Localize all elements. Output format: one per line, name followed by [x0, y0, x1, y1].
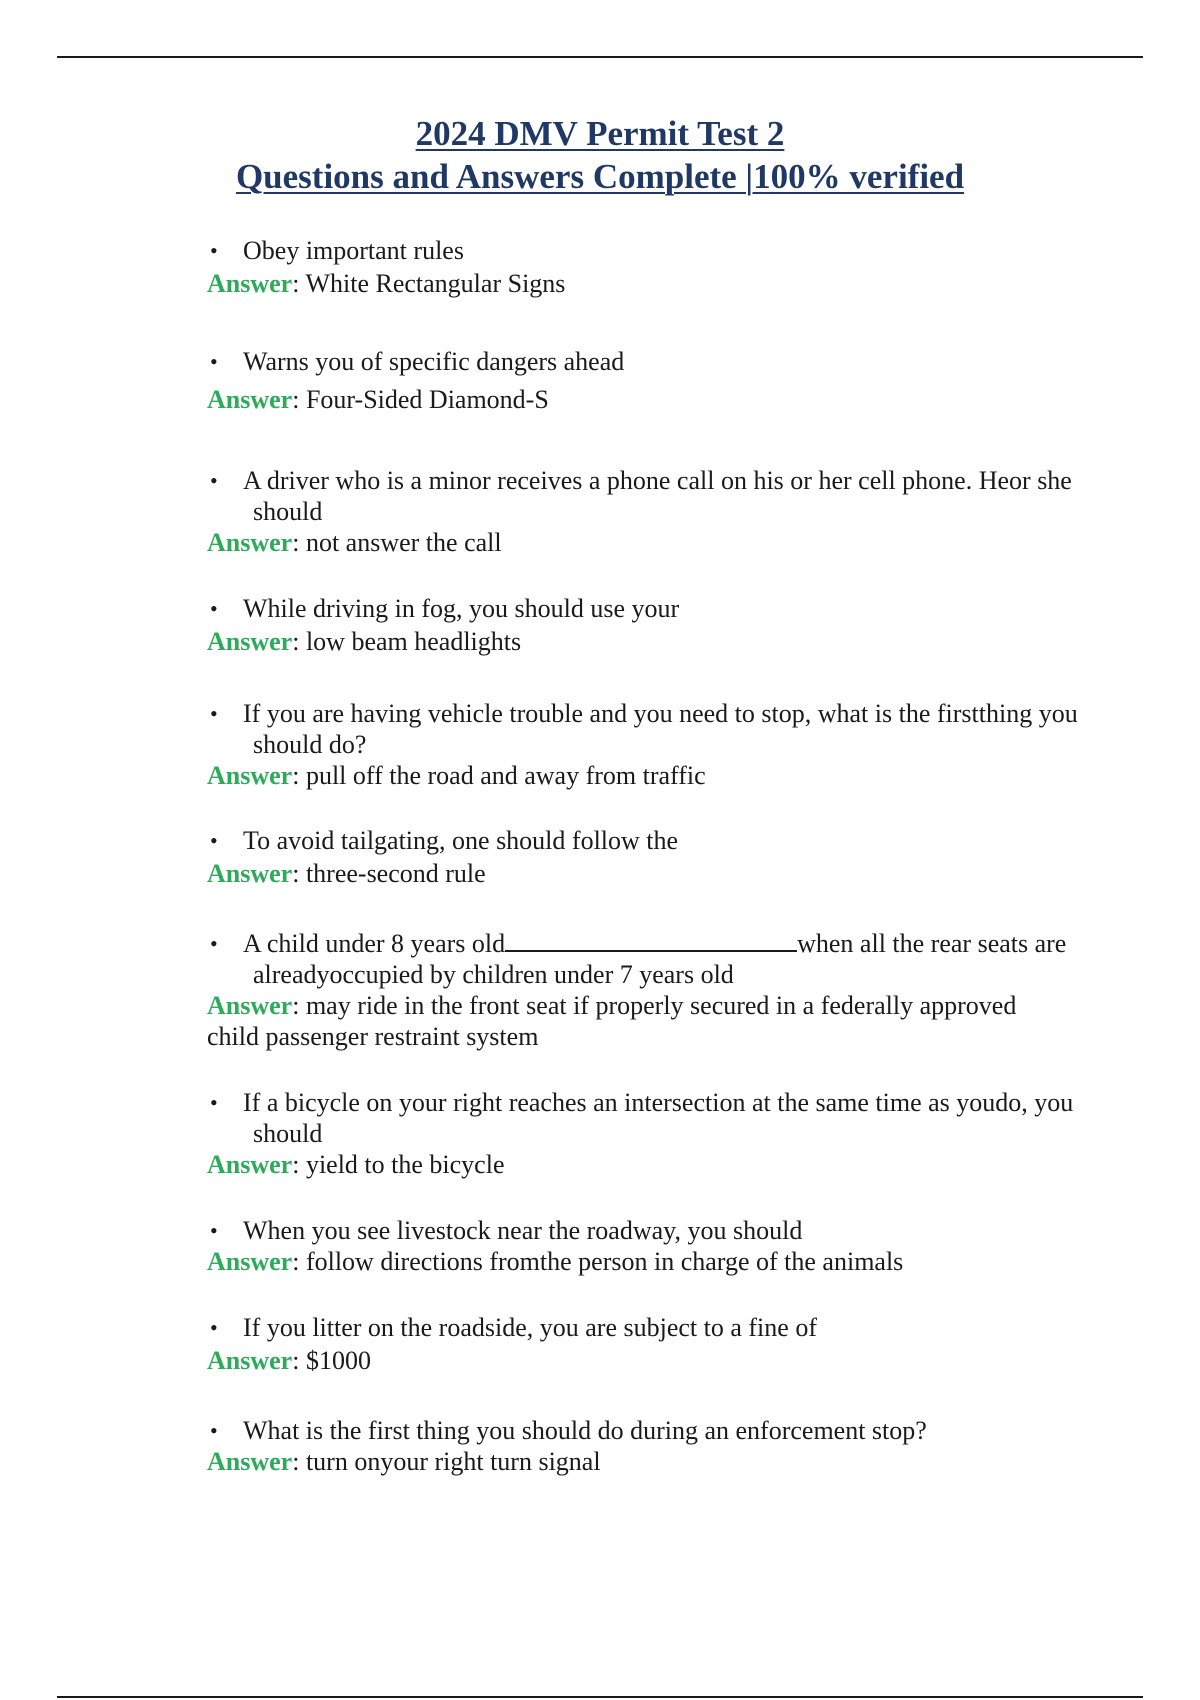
answer-label: Answer [207, 991, 293, 1020]
question-text: What is the first thing you should do during an enforcement stop? [243, 1416, 927, 1445]
bullet-icon: • [210, 1218, 218, 1243]
answer-text: : turn onyour right turn signal [292, 1447, 601, 1476]
bullet-icon: • [210, 1418, 218, 1443]
answer [207, 1446, 1137, 1477]
answer-text: : yield to the bicycle [292, 1150, 505, 1179]
qa-item [207, 928, 1137, 1052]
question-text [243, 928, 1137, 959]
bullet-icon: • [210, 931, 218, 956]
question-text: A driver who is a minor receives a phone call on his or her cell phone. Heor she [243, 466, 1072, 495]
question-text: If you litter on the roadside, you are subject to a fine of [243, 1313, 817, 1342]
answer-text: : follow directions fromthe person in charge of the animals [292, 1247, 904, 1276]
question-text-part: when all the rear seats are [797, 929, 1067, 958]
answer-text-cont: child passenger restraint system [207, 1022, 539, 1051]
question [207, 698, 1137, 760]
answer [207, 1149, 1137, 1180]
answer-label: Answer [207, 627, 293, 656]
answer-text: : pull off the road and away from traffic [292, 761, 706, 790]
bullet-icon: • [210, 238, 218, 263]
question [207, 235, 1137, 266]
answer [207, 268, 1137, 299]
answer [207, 527, 1137, 558]
answer-label: Answer [207, 1247, 293, 1276]
qa-item [207, 346, 1137, 415]
question-text: When you see livestock near the roadway, you should [243, 1216, 803, 1245]
question [207, 1087, 1137, 1149]
question-text-part: A child under 8 years old [243, 929, 506, 958]
title-line-1: 2024 DMV Permit Test 2 [415, 114, 785, 153]
question-text-cont: should [253, 497, 323, 526]
answer-label: Answer [207, 269, 293, 298]
answer-text: : low beam headlights [292, 627, 522, 656]
bullet-icon: • [210, 828, 218, 853]
bottom-rule [57, 1696, 1143, 1698]
question-text: If a bicycle on your right reaches an intersection at the same time as youdo, you [243, 1088, 1074, 1117]
answer-text: : $1000 [292, 1346, 371, 1375]
answer [207, 1246, 1137, 1277]
question-text-cont: alreadyoccupied by children under 7 years old [253, 960, 734, 989]
qa-item [207, 825, 1137, 889]
answer-text: : may ride in the front seat if properly secured in a federally approved [292, 991, 1017, 1020]
question-text: Obey important rules [243, 236, 464, 265]
answer [207, 760, 1137, 791]
answer [207, 626, 1137, 657]
answer-text: : White Rectangular Signs [292, 269, 566, 298]
answer-label: Answer [207, 1346, 293, 1375]
qa-item [207, 1312, 1137, 1376]
question [207, 1215, 1137, 1246]
question-text-cont: should do? [253, 730, 367, 759]
question [207, 465, 1137, 527]
question-text-cont: should [253, 1119, 323, 1148]
qa-item [207, 1087, 1137, 1180]
answer [207, 1345, 1137, 1376]
question-text: If you are having vehicle trouble and you need to stop, what is the firstthing you [243, 699, 1078, 728]
answer-text: : not answer the call [292, 528, 502, 557]
qa-item [207, 235, 1137, 299]
answer-label: Answer [207, 385, 293, 414]
bullet-icon: • [210, 596, 218, 621]
qa-item [207, 465, 1137, 558]
answer-text: : three-second rule [292, 859, 486, 888]
question [207, 928, 1137, 990]
answer-text: : Four-Sided Diamond-S [292, 385, 549, 414]
qa-item [207, 698, 1137, 791]
answer-label: Answer [207, 1447, 293, 1476]
bullet-icon: • [210, 701, 218, 726]
question [207, 346, 1137, 377]
answer [207, 990, 1137, 1052]
title-line-2: Questions and Answers Complete |100% verified [235, 157, 965, 196]
bullet-icon: • [210, 468, 218, 493]
question-text: While driving in fog, you should use your [243, 594, 680, 623]
qa-item [207, 1215, 1137, 1277]
answer-label: Answer [207, 761, 293, 790]
qa-item [207, 1415, 1137, 1477]
answer [207, 384, 1137, 415]
answer-label: Answer [207, 859, 293, 888]
bullet-icon: • [210, 1090, 218, 1115]
fill-in-blank [505, 930, 797, 952]
bullet-icon: • [210, 1315, 218, 1340]
question [207, 593, 1137, 624]
answer [207, 858, 1137, 889]
qa-item [207, 593, 1137, 657]
bullet-icon: • [210, 349, 218, 374]
answer-label: Answer [207, 528, 293, 557]
question-text: Warns you of specific dangers ahead [243, 347, 625, 376]
answer-label: Answer [207, 1150, 293, 1179]
question [207, 1312, 1137, 1343]
question [207, 825, 1137, 856]
question [207, 1415, 1137, 1446]
question-text: To avoid tailgating, one should follow the [243, 826, 679, 855]
